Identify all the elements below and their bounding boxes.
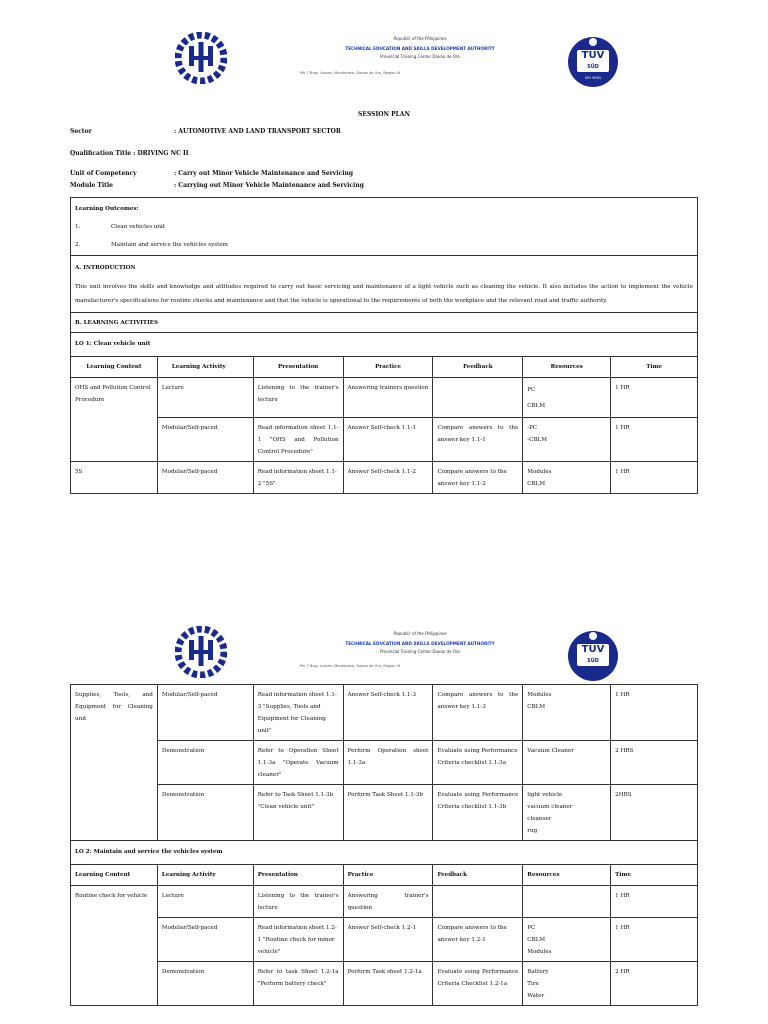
letterhead — [0, 0, 768, 90]
qualification-label: Qualification Title : DRIVING NC II — [70, 150, 189, 157]
lo1-heading-row — [71, 333, 698, 357]
cell-presentation: Listening to the trainer's lecture — [253, 378, 343, 418]
cell-time: 1 HR — [611, 685, 698, 741]
republic-line: Republic of the Philippines — [393, 36, 447, 41]
cell-time: 2 HR — [611, 962, 698, 1006]
letterhead — [0, 590, 768, 680]
cell-content: OHS and Pollution Control Procedure — [71, 378, 158, 462]
tuv-iso-logo — [567, 630, 619, 682]
cell-content: Supplies, Tools, and Equipment for Cleaning unit — [71, 685, 158, 841]
cell-feedback: Evaluate using Performance Criteria checklist 1.1-3b — [433, 785, 523, 841]
cell-resources: light vehicle vacuum cleaner cleanser rug — [523, 785, 611, 841]
tuv-sub: SÜD — [587, 64, 599, 70]
sector-row — [70, 128, 341, 135]
col-practice: Practice — [343, 357, 433, 378]
cell-presentation: Read information sheet 1.2-1 "Routine check for minor vehicle" — [253, 918, 343, 962]
cell-presentation: Read information sheet 1.1-3 "Supplies, Tools and Equipment for Cleaning unit" — [253, 685, 343, 741]
cell-content: 5S — [71, 462, 158, 494]
cell-presentation: Refer to Operation Sheet 1.1-3a "Operate Vacuum cleaner" — [253, 741, 343, 785]
cell-time: 1 HR — [611, 418, 698, 462]
outcomes-row — [71, 198, 698, 256]
cell-practice: Answer Self-check 1.1-3 — [343, 685, 433, 741]
table-row — [71, 962, 698, 1006]
uoc-row — [70, 170, 353, 177]
cell-practice: Perform Task sheet 1.2-1a — [343, 962, 433, 1006]
lo1-column-headers — [71, 357, 698, 378]
outcome-text: Maintain and service the vehicles system — [111, 242, 228, 248]
table-row — [71, 741, 698, 785]
cell-activity: Lecture — [157, 378, 253, 418]
module-value: : Carrying out Minor Vehicle Maintenance and Servicing — [174, 182, 364, 189]
uoc-label: Unit of Competency — [70, 170, 137, 177]
cell-activity: Lecture — [157, 886, 253, 918]
introduction-heading: A. INTRODUCTION — [75, 265, 136, 271]
cell-presentation: Refer to Task Sheet 1.1-3b "Clean vehicle unit" — [253, 785, 343, 841]
table-row — [71, 886, 698, 918]
session-table-p2 — [70, 684, 698, 1006]
lo2-column-headers — [71, 865, 698, 886]
cell-content: Routine check for vehicle — [71, 886, 158, 1006]
cell-feedback: Evaluate using Performance Criteria checklist 1.1-3a — [433, 741, 523, 785]
tuv-brand: TÜV — [581, 644, 605, 655]
cell-practice: Answer Self-check 1.1-1 — [343, 418, 433, 462]
tuv-sub: SÜD — [587, 658, 599, 664]
cell-resources: Modules CBLM — [523, 685, 611, 741]
address-line: Prk 7 Brgy. Linoan, Montevista, Davao de Oro, Region XI — [299, 71, 401, 75]
outcome-text: Clean vehicles unit — [111, 224, 166, 230]
cell-practice: Answer Self-check 1.1-2 — [343, 462, 433, 494]
cell-practice: Answer Self-check 1.2-1 — [343, 918, 433, 962]
cell-activity: Demonstration — [157, 785, 253, 841]
cell-feedback: Compare answers to the answer key 1.1-2 — [433, 462, 523, 494]
introduction-row — [71, 256, 698, 313]
cell-activity: Demonstration — [157, 741, 253, 785]
table-row — [71, 418, 698, 462]
uoc-value: : Carry out Minor Vehicle Maintenance and Servicing — [174, 170, 354, 177]
agency-name: TECHNICAL EDUCATION AND SKILLS DEVELOPMENT AUTHORITY — [345, 46, 495, 51]
tuv-seal-icon — [567, 630, 619, 682]
table-row — [71, 685, 698, 741]
sector-label: Sector — [70, 128, 92, 135]
cell-activity: Modular/Self-paced — [157, 918, 253, 962]
col-resources: Resources — [523, 865, 611, 886]
col-time: Time — [611, 865, 698, 886]
center-name: Provincial Training Center Davao de Oro — [380, 649, 460, 654]
cell-practice: Perform Task Sheet 1.1-3b — [343, 785, 433, 841]
col-presentation: Presentation — [253, 865, 343, 886]
tuv-seal-icon — [567, 36, 619, 88]
col-resources: Resources — [523, 357, 611, 378]
module-label: Module Title — [70, 182, 113, 189]
cell-practice: Perform Operation sheet 1.1-3a — [343, 741, 433, 785]
table-row — [71, 378, 698, 418]
col-learning-content: Learning Content — [71, 357, 158, 378]
table-row — [71, 462, 698, 494]
cell-feedback — [433, 378, 523, 418]
cell-time: 1 HR — [611, 918, 698, 962]
outcomes-heading: Learning Outcomes: — [75, 206, 139, 212]
cell-activity: Modular/Self-paced — [157, 418, 253, 462]
cell-resources: -PC -CBLM — [523, 418, 611, 462]
center-name: Provincial Training Center Davao de Oro — [380, 54, 460, 59]
tesda-logo-icon — [175, 32, 227, 84]
cell-presentation: Refer to task Sheet 1.2-1a "Perform battery check" — [253, 962, 343, 1006]
col-feedback: Feedback — [433, 357, 523, 378]
cell-time: 1 HR — [611, 886, 698, 918]
outcome-num: 2. — [75, 242, 81, 248]
session-plan-title: SESSION PLAN — [358, 111, 410, 118]
activities-heading: B. LEARNING ACTIVITIES — [71, 313, 698, 333]
session-table-p1 — [70, 197, 698, 494]
lo2-heading-row — [71, 841, 698, 865]
iso-label: ISO 9001 — [584, 76, 602, 80]
qualification-row — [70, 150, 189, 157]
col-learning-activity: Learning Activity — [157, 357, 253, 378]
introduction-text: This unit involves the skills and knowledge and attitudes required to carry out basic servicing and maintenance of a light vehicle such as cleaning the vehicle. It also includes the action to implement the vehicle manufacturer's specifications for routine checks and maintenance and that the vehicle is operational to the requirements of both the workplace and the relevant road and traffic authority. — [75, 284, 693, 304]
cell-feedback: Compare answers to the answer key 1.1-3 — [433, 685, 523, 741]
tuv-brand: TÜV — [581, 50, 605, 61]
col-feedback: Feedback — [433, 865, 523, 886]
tesda-logo-icon — [175, 626, 227, 678]
col-learning-content: Learning Content — [71, 865, 158, 886]
cell-feedback: Compare answers to the answer key 1.2-1 — [433, 918, 523, 962]
cell-resources: Vacuum Cleaner — [523, 741, 611, 785]
lo2-heading: LO 2: Maintain and service the vehicles system — [71, 841, 698, 865]
address-line: Prk 7 Brgy. Linoan, Montevista, Davao de Oro, Region XI — [299, 664, 401, 668]
cell-practice: Answering trainer's question — [343, 886, 433, 918]
sector-value: : AUTOMOTIVE AND LAND TRANSPORT SECTOR — [174, 128, 341, 135]
cell-presentation: Read information sheet 1.1-2 "5S" — [253, 462, 343, 494]
cell-practice: Answering trainers question — [343, 378, 433, 418]
col-practice: Practice — [343, 865, 433, 886]
col-presentation: Presentation — [253, 357, 343, 378]
cell-resources: Modules CBLM — [523, 462, 611, 494]
tuv-iso-logo — [567, 36, 619, 88]
cell-activity: Demonstration — [157, 962, 253, 1006]
module-row — [70, 182, 364, 189]
col-time: Time — [611, 357, 698, 378]
cell-activity: Modular/Self-paced — [157, 462, 253, 494]
table-row — [71, 918, 698, 962]
cell-time: 2 HRS — [611, 741, 698, 785]
outcome-item — [75, 221, 693, 233]
cell-resources: PC CBLM Modules — [523, 918, 611, 962]
cell-resources — [523, 886, 611, 918]
cell-resources: PC CBLM — [523, 378, 611, 418]
agency-name: TECHNICAL EDUCATION AND SKILLS DEVELOPMENT AUTHORITY — [345, 641, 495, 646]
outcome-num: 1. — [75, 224, 81, 230]
table-row — [71, 785, 698, 841]
page-2 — [0, 590, 768, 1024]
cell-time: 1 HR — [611, 462, 698, 494]
cell-feedback: Compare answers to the answer key 1.1-1 — [433, 418, 523, 462]
cell-activity: Modular/Self-paced — [157, 685, 253, 741]
lo1-heading: LO 1: Clean vehicle unit — [71, 333, 698, 357]
cell-time: 1 HR — [611, 378, 698, 418]
col-learning-activity: Learning Activity — [157, 865, 253, 886]
cell-presentation: Read information sheet 1.1-1 "OHS and Pollution Control Procedure" — [253, 418, 343, 462]
cell-time: 2HRS — [611, 785, 698, 841]
cell-feedback: Evaluate using Performance Criteria Checklist 1.2-1a — [433, 962, 523, 1006]
cell-presentation: Listening to the trainer's lecture — [253, 886, 343, 918]
cell-resources: Battery Tire Water — [523, 962, 611, 1006]
republic-line: Republic of the Philippines — [393, 631, 447, 636]
outcome-item — [75, 239, 693, 251]
activities-heading-row — [71, 313, 698, 333]
cell-feedback — [433, 886, 523, 918]
